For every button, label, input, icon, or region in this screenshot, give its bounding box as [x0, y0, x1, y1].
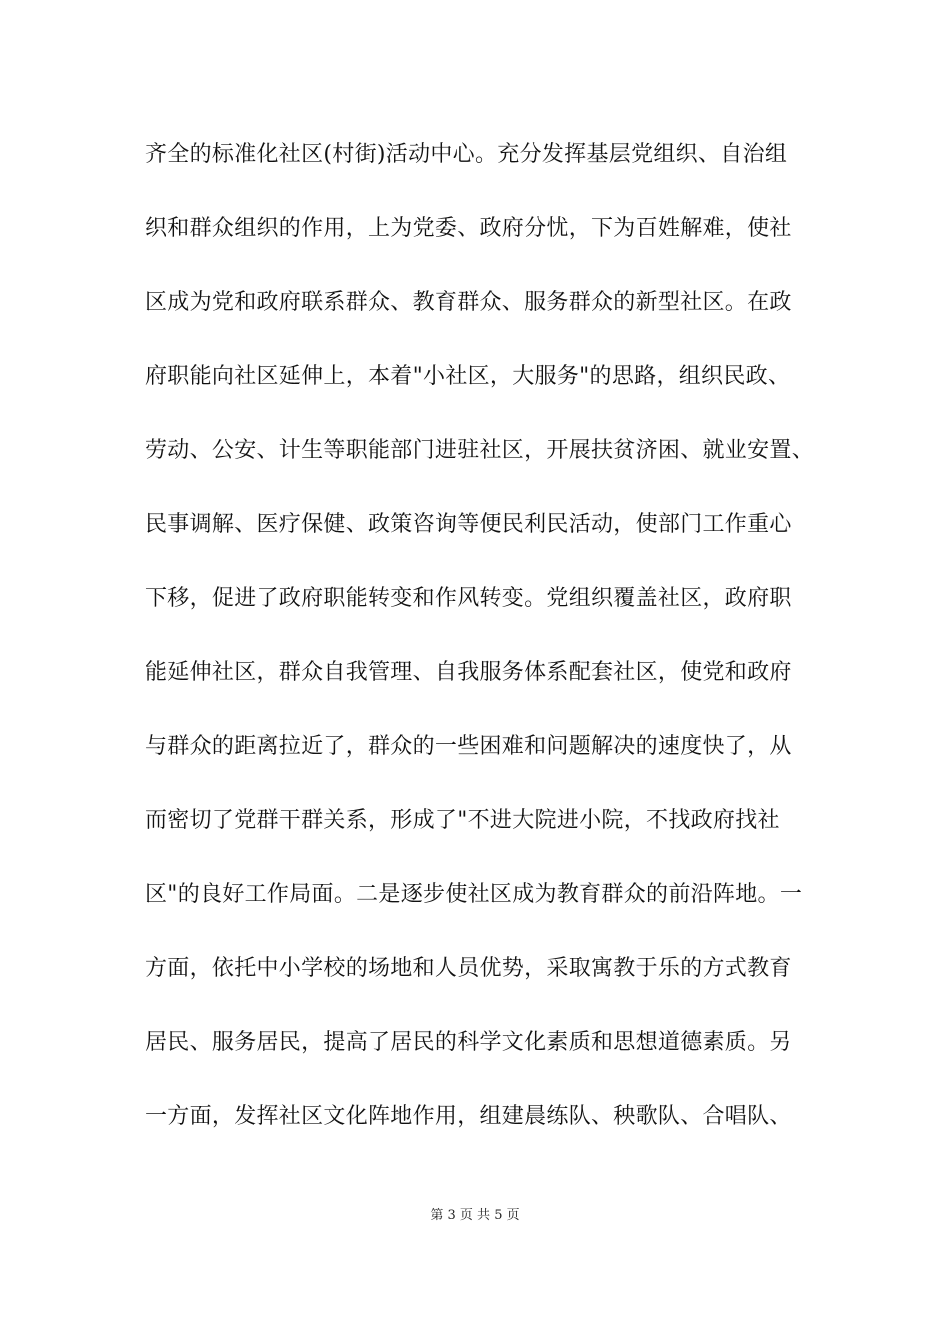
text-line-10: 而密切了党群干群关系，形成了"不进大院进小院，不找政府找社 — [145, 808, 780, 833]
text-line-8: 能延伸社区，群众自我管理、自我服务体系配套社区，使党和政府 — [145, 660, 792, 685]
text-line-11: 区"的良好工作局面。二是逐步使社区成为教育群众的前沿阵地。一 — [145, 882, 803, 907]
text-line-7: 下移，促进了政府职能转变和作风转变。党组织覆盖社区，政府职 — [145, 586, 792, 611]
text-line-9: 与群众的距离拉近了，群众的一些困难和问题解决的速度快了，从 — [145, 734, 792, 759]
text-line-14: 一方面，发挥社区文化阵地作用，组建晨练队、秧歌队、合唱队、 — [145, 1104, 792, 1129]
text-line-4: 府职能向社区延伸上，本着"小社区，大服务"的思路，组织民政、 — [145, 364, 791, 389]
text-line-3: 区成为党和政府联系群众、教育群众、服务群众的新型社区。在政 — [145, 290, 792, 315]
text-line-12: 方面，依托中小学校的场地和人员优势，采取寓教于乐的方式教育 — [145, 956, 792, 981]
text-line-1: 齐全的标准化社区(村街)活动中心。充分发挥基层党组织、自治组 — [145, 142, 788, 167]
text-line-13: 居民、服务居民，提高了居民的科学文化素质和思想道德素质。另 — [145, 1030, 792, 1055]
page-prefix: 第 — [430, 1208, 444, 1223]
text-line-6: 民事调解、医疗保健、政策咨询等便民利民活动，使部门工作重心 — [145, 512, 792, 537]
page-suffix: 页 — [506, 1208, 520, 1223]
current-page-number: 3 — [447, 1208, 456, 1223]
page-number-footer — [0, 1206, 950, 1226]
page-separator: 页 共 — [459, 1208, 491, 1223]
text-line-5: 劳动、公安、计生等职能部门进驻社区，开展扶贫济困、就业安置、 — [145, 438, 815, 463]
total-page-count: 5 — [494, 1208, 503, 1223]
text-line-2: 织和群众组织的作用，上为党委、政府分忧，下为百姓解难，使社 — [145, 216, 792, 241]
body-text — [145, 135, 835, 1171]
